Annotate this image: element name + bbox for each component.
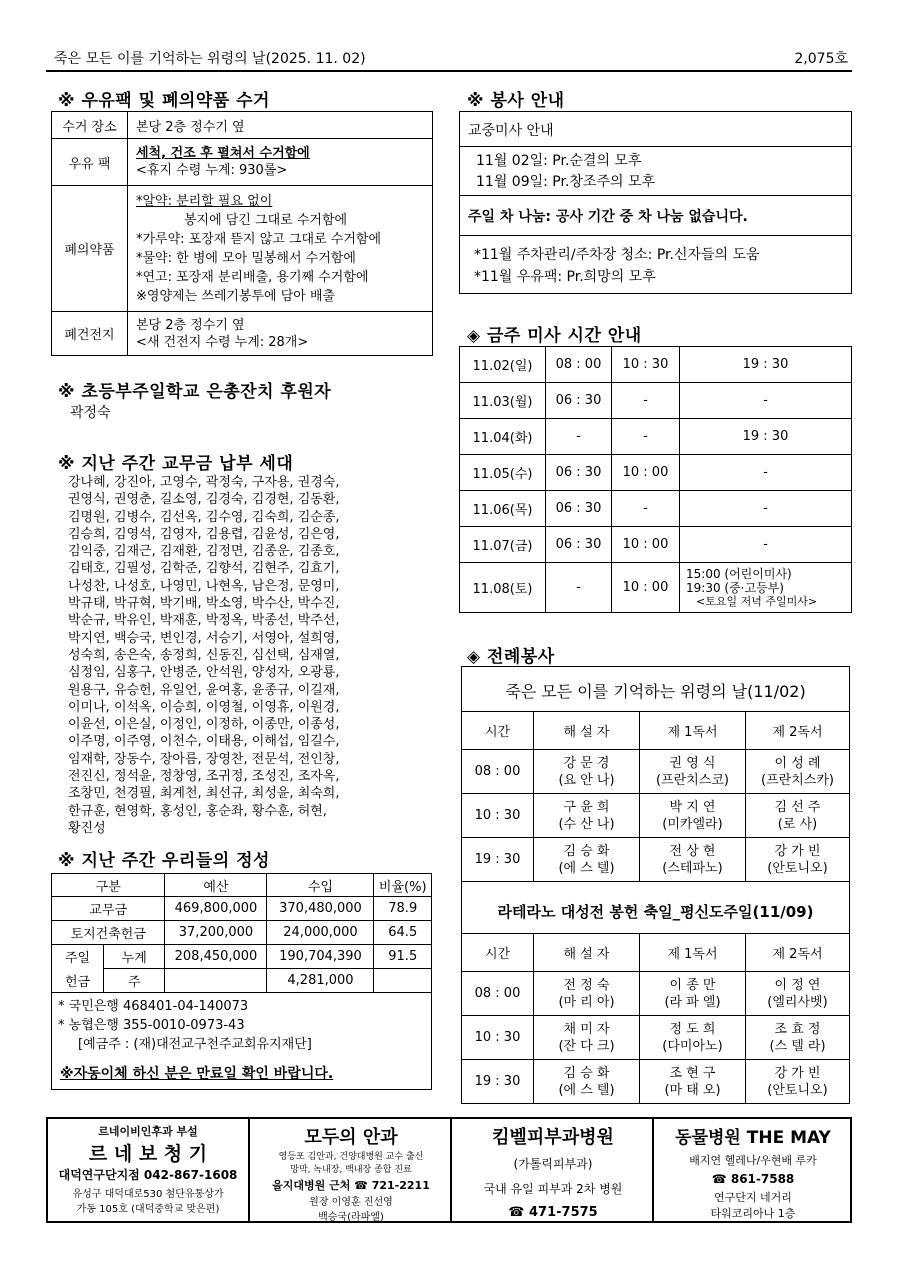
mass-cell: 10 : 00	[612, 455, 680, 491]
mass-cell: 10 : 00	[612, 527, 680, 563]
mass-cell: 11.03(월)	[460, 383, 546, 419]
finance-header: 비율(%)	[374, 874, 432, 897]
ad-text: ☎ 861-7588	[711, 1172, 795, 1186]
liturgy-time: 08 : 00	[462, 750, 534, 794]
ad-text: 대덕연구단지점 042-867-1608	[58, 1168, 238, 1182]
cash-label: 헌금	[52, 969, 104, 993]
mass-cell: -	[546, 419, 612, 455]
ad-text: 유성구 대덕대로530 첨단유통상가	[72, 1189, 224, 1200]
autopay-note: ※자동이체 하신 분은 만료일 확인 바랍니다.	[60, 1066, 334, 1082]
service-divider	[460, 146, 851, 147]
battery-count: <새 건전지 수령 누계: 28개>	[136, 334, 309, 350]
liturgy-baptismal-name: (에 스 텔)	[558, 1082, 615, 1098]
ad-hearing	[48, 1119, 250, 1221]
liturgy-time: 19 : 30	[462, 1060, 534, 1104]
service-divider	[460, 235, 851, 236]
finance-section-title: ※ 지난 주간 우리들의 정성	[58, 851, 270, 871]
ad-text: 르네이비인후과 부설	[98, 1125, 198, 1138]
service-extra: *11월 주차관리/주차장 청소: Pr.신자들의 도움	[474, 247, 760, 263]
liturgy-name: 강 가 빈	[774, 1065, 821, 1081]
ad-text: ☎ 471-7575	[508, 1205, 598, 1220]
liturgy-name: 김 선 주	[774, 799, 821, 815]
finance-cell: 37,200,000	[165, 921, 267, 945]
liturgy-baptismal-name: (수 산 나)	[558, 816, 615, 832]
finance-cell: 24,000,000	[267, 921, 374, 945]
liturgy-person	[534, 972, 640, 1016]
liturgy-baptismal-name: (프란치스코)	[656, 772, 729, 788]
liturgy-person	[746, 1016, 850, 1060]
liturgy-baptismal-name: (스테파노)	[662, 860, 723, 876]
mass-cell: -	[612, 419, 680, 455]
liturgy-baptismal-name: (스 텔 라)	[769, 1038, 826, 1054]
liturgy-name: 전 상 현	[669, 843, 716, 859]
mass-cell: 08 : 00	[546, 347, 612, 383]
service-extra: *11월 우유팩: Pr.희망의 모후	[474, 269, 656, 285]
liturgy-block2-title: 라테라노 대성전 봉헌 축일_평신도주일(11/09)	[497, 903, 814, 921]
footer-ads	[46, 1117, 852, 1223]
car-share: 주일 차 나눔: 공사 기간 중 차 나눔 없습니다.	[468, 209, 748, 225]
liturgy-header: 시간	[462, 934, 534, 972]
mass-cell: -	[612, 491, 680, 527]
donor-line: 임재학, 장동수, 장아름, 장영찬, 전문석, 전인창,	[68, 751, 340, 767]
finance-cell: 190,704,390	[267, 945, 374, 969]
liturgy-baptismal-name: (안토니오)	[767, 860, 828, 876]
mass-note-line: <토요일 저녁 주일미사>	[696, 594, 818, 608]
medicine-line: ※영양제는 쓰레기봉투에 담아 배출	[136, 288, 336, 304]
liturgy-header: 시간	[462, 712, 534, 750]
liturgy-person	[534, 1016, 640, 1060]
liturgy-name: 김 승 화	[563, 843, 610, 859]
donor-section-title: ※ 지난 주간 교무금 납부 세대	[58, 454, 294, 474]
liturgy-table-2	[461, 933, 850, 1104]
donor-line: 박지연, 백승국, 변인경, 서승기, 서영아, 설희영,	[68, 630, 340, 646]
mass-cell: -	[612, 383, 680, 419]
donor-line: 성숙희, 송은숙, 송정희, 신동진, 심선택, 심재열,	[68, 647, 340, 663]
place-label: 수거 장소	[52, 112, 128, 139]
mass-note-line: 19:30 (중·고등부)	[686, 580, 784, 595]
liturgy-person	[640, 1060, 746, 1104]
liturgy-name: 조 효 정	[774, 1021, 821, 1037]
liturgy-person	[746, 750, 850, 794]
ad-text: 킴벨피부과병원	[492, 1127, 614, 1148]
liturgy-name: 조 현 구	[669, 1065, 716, 1081]
ad-vet	[656, 1119, 850, 1221]
mass-cell: 10 : 30	[612, 347, 680, 383]
liturgy-block1-title: 죽은 모든 이를 기억하는 위령의 날(11/02)	[505, 682, 806, 701]
liturgy-name: 전 정 숙	[563, 977, 610, 993]
liturgy-baptismal-name: (다미아노)	[662, 1038, 723, 1054]
liturgy-name: 김 승 화	[563, 1065, 610, 1081]
liturgy-person	[534, 750, 640, 794]
ad-text: 타워코리아나 1층	[710, 1207, 796, 1220]
donor-line: 김익중, 김재근, 김재환, 김정면, 김종운, 김종호,	[68, 544, 340, 560]
service-box	[459, 111, 852, 294]
liturgy-person	[534, 1060, 640, 1104]
liturgy-header: 제 2독서	[746, 712, 850, 750]
donor-line: 박규태, 박규혁, 박기배, 박소영, 박수산, 박수진,	[68, 596, 340, 612]
ad-text: 을지대병원 근처 ☎ 721-2211	[272, 1179, 430, 1192]
finance-header: 구분	[52, 874, 165, 897]
liturgy-baptismal-name: (마 리 아)	[558, 994, 615, 1010]
ad-text: 망막, 녹내장, 백내장 종합 진료	[290, 1165, 412, 1175]
mass-cell: 19 : 30	[680, 419, 852, 455]
service-divider	[460, 195, 851, 196]
page-header	[46, 44, 852, 72]
finance-cell: 교무금	[52, 897, 165, 921]
ad-text: 모두의 안과	[304, 1127, 398, 1148]
ad-text: 원장 이영훈 진선영	[309, 1197, 393, 1208]
milk-table	[51, 111, 433, 356]
liturgy-header: 해 설 자	[534, 712, 640, 750]
donor-line: 원용구, 유승헌, 유일언, 윤여홍, 윤종규, 이길재,	[68, 682, 340, 698]
donor-line: 김승희, 김영석, 김영자, 김용렵, 김윤성, 김은영,	[68, 526, 340, 542]
cumulative-label: 누계	[104, 945, 165, 969]
ad-text: 르 네 보 청 기	[88, 1143, 208, 1165]
bank-line: * 국민은행 468401-04-140073	[58, 999, 249, 1014]
donor-line: 조창민, 천경필, 최계천, 최선규, 최성윤, 최숙희,	[68, 786, 340, 802]
liturgy-name: 강 가 빈	[774, 843, 821, 859]
liturgy-baptismal-name: (마 태 오)	[664, 1082, 721, 1098]
finance-cell: 78.9	[374, 897, 432, 921]
liturgy-time: 08 : 00	[462, 972, 534, 1016]
mass-cell: 10 : 00	[612, 563, 680, 613]
donor-line: 김태호, 김필성, 김학준, 김향석, 김현주, 김효기,	[68, 561, 340, 577]
liturgy-person	[534, 794, 640, 838]
ad-text: 동물병원 THE MAY	[675, 1128, 831, 1148]
finance-cell: 208,450,000	[165, 945, 267, 969]
mass-cell: 06 : 30	[546, 491, 612, 527]
finance-cell: 64.5	[374, 921, 432, 945]
issue-number: 2,075호	[794, 51, 848, 67]
donor-line: 심정임, 심홍구, 안병준, 안석원, 양성자, 오광룡,	[68, 665, 340, 681]
donor-line: 나성찬, 나성호, 나영민, 나현옥, 남은정, 문영미,	[68, 578, 340, 594]
mass-table	[459, 346, 852, 613]
liturgy-person	[640, 750, 746, 794]
liturgy-name: 이 성 례	[774, 755, 821, 771]
finance-cell: 4,281,000	[267, 969, 374, 993]
mass-cell: 11.07(금)	[460, 527, 546, 563]
medicine-line: 봉지에 담긴 그대로 수거함에	[184, 212, 348, 228]
liturgy-person	[746, 838, 850, 882]
mass-cell: -	[680, 383, 852, 419]
account-holder: [예금주 : (재)대전교구천주교회유지재단]	[78, 1037, 312, 1052]
mass-cell: -	[546, 563, 612, 613]
medicine-line: *연고: 포장재 분리배출, 용기째 수거함에	[136, 269, 369, 285]
mass-saturday-evening	[680, 563, 852, 613]
mass-cell: -	[680, 527, 852, 563]
liturgy-header: 제 2독서	[746, 934, 850, 972]
mass-note-line: 15:00 (어린이미사)	[686, 566, 792, 581]
liturgy-person	[534, 838, 640, 882]
milk-label: 우유 팩	[52, 139, 128, 186]
ad-text: 가동 105호 (대덕중학교 맞은편)	[76, 1204, 220, 1215]
liturgy-baptismal-name: (미카엘라)	[662, 816, 723, 832]
liturgy-name: 구 윤 희	[563, 799, 610, 815]
mass-cell: 11.06(목)	[460, 491, 546, 527]
liturgy-name: 권 영 식	[669, 755, 716, 771]
finance-cell: 91.5	[374, 945, 432, 969]
liturgy-name: 강 문 경	[563, 755, 610, 771]
finance-cell: 469,800,000	[165, 897, 267, 921]
finance-table	[51, 873, 432, 993]
liturgy-time: 10 : 30	[462, 794, 534, 838]
ad-text: 국내 유일 피부과 2차 병원	[483, 1182, 623, 1196]
liturgy-name: 채 미 자	[563, 1021, 610, 1037]
liturgy-person	[746, 972, 850, 1016]
finance-cell: 370,480,000	[267, 897, 374, 921]
liturgy-person	[640, 1016, 746, 1060]
liturgy-person	[640, 794, 746, 838]
milk-instruction: 세척, 건조 후 펼쳐서 수거함에	[136, 146, 310, 161]
liturgy-time: 19 : 30	[462, 838, 534, 882]
mass-cell: 06 : 30	[546, 455, 612, 491]
mass-cell: 06 : 30	[546, 527, 612, 563]
milk-section-title: ※ 우유팩 및 폐의약품 수거	[58, 91, 270, 111]
donor-line: 권영식, 권영춘, 길소영, 김경숙, 김경현, 김동환,	[68, 492, 340, 508]
liturgy-time: 10 : 30	[462, 1016, 534, 1060]
donor-line: 한규훈, 현영학, 홍성인, 홍순좌, 황수훈, 허현,	[68, 803, 327, 819]
service-line: 11월 02일: Pr.순결의 모후	[476, 153, 642, 169]
liturgy-section-title: ◈ 전례봉사	[467, 647, 555, 667]
medicine-line: *물약: 한 병에 모아 밀봉해서 수거함에	[136, 250, 356, 266]
ad-eye	[252, 1119, 452, 1221]
liturgy-name: 이 정 연	[774, 977, 821, 993]
finance-cell: 토지건축헌금	[52, 921, 165, 945]
service-heading: 교중미사 안내	[468, 123, 554, 139]
donor-line: 이미나, 이석옥, 이승희, 이영철, 이영휴, 이원경,	[68, 699, 340, 715]
liturgy-name: 박 지 연	[669, 799, 716, 815]
service-line: 11월 09일: Pr.창조주의 모후	[476, 174, 656, 190]
liturgy-table-1	[461, 711, 850, 882]
sunday-label: 주일	[52, 945, 104, 969]
ad-text: 백승국(라파엘)	[318, 1212, 384, 1223]
donor-line: 황진성	[68, 820, 106, 836]
liturgy-person	[746, 794, 850, 838]
liturgy-baptismal-name: (잔 다 크)	[558, 1038, 615, 1054]
liturgy-baptismal-name: (엘리사벳)	[767, 994, 828, 1010]
mass-cell: 11.02(일)	[460, 347, 546, 383]
bank-line: * 농협은행 355-0010-0973-43	[58, 1018, 245, 1033]
bank-info	[58, 997, 312, 1054]
liturgy-baptismal-name: (프란치스카)	[761, 772, 834, 788]
header-title: 죽은 모든 이를 기억하는 위령의 날(2025. 11. 02)	[54, 51, 366, 67]
donor-line: 김명원, 김병수, 김선옥, 김수영, 김숙희, 김순종,	[68, 509, 340, 525]
liturgy-header: 제 1독서	[640, 712, 746, 750]
mass-cell: -	[680, 491, 852, 527]
donor-line: 강나혜, 강진아, 고영수, 곽정숙, 구자용, 권경숙,	[68, 475, 340, 490]
liturgy-person	[746, 1060, 850, 1104]
donor-line: 이주명, 이주영, 이천수, 이태용, 이해섭, 임길수,	[68, 734, 340, 750]
place-value: 본당 2층 정수기 옆	[128, 112, 433, 139]
ad-text: 배지연 헬레나/우현배 루카	[689, 1154, 817, 1167]
mass-cell: 11.04(화)	[460, 419, 546, 455]
mass-cell: 11.08(토)	[460, 563, 546, 613]
ad-text: (가톨릭피부과)	[513, 1157, 593, 1171]
ad-skin	[454, 1119, 654, 1221]
milk-count: <휴지 수령 누계: 930롤>	[136, 163, 288, 178]
liturgy-header: 해 설 자	[534, 934, 640, 972]
service-section-title: ※ 봉사 안내	[467, 91, 565, 111]
school-donor: 곽정숙	[70, 405, 111, 421]
mass-cell: 06 : 30	[546, 383, 612, 419]
donor-line: 전진신, 정석윤, 정창영, 조귀정, 조성진, 조자옥,	[68, 769, 340, 785]
mass-section-title: ◈ 금주 미사 시간 안내	[467, 326, 642, 346]
donor-line: 박순규, 박유인, 박재훈, 박정옥, 박종선, 박주선,	[68, 613, 340, 629]
liturgy-person	[640, 838, 746, 882]
liturgy-baptismal-name: (에 스 텔)	[558, 860, 615, 876]
battery-place: 본당 2층 정수기 옆	[136, 317, 245, 333]
donor-list	[68, 474, 438, 837]
liturgy-baptismal-name: (안토니오)	[767, 1082, 828, 1098]
school-section-title: ※ 초등부주일학교 은총잔치 후원자	[58, 382, 332, 402]
week-label: 주	[104, 969, 165, 993]
ad-text: 영등포 김안과, 건양대병원 교수 출신	[278, 1152, 424, 1162]
battery-label: 폐건전지	[52, 312, 128, 356]
liturgy-person	[640, 972, 746, 1016]
finance-header: 수입	[267, 874, 374, 897]
liturgy-name: 이 종 만	[669, 977, 716, 993]
medicine-line: *가루약: 포장재 뜯지 않고 그대로 수거함에	[136, 231, 382, 247]
mass-cell: 19 : 30	[680, 347, 852, 383]
liturgy-header: 제 1독서	[640, 934, 746, 972]
ad-text: 연구단지 네거리	[714, 1191, 792, 1204]
mass-cell: -	[680, 455, 852, 491]
liturgy-name: 정 도 희	[669, 1021, 716, 1037]
donor-line: 이윤선, 이은실, 이정인, 이정하, 이종만, 이종성,	[68, 717, 340, 733]
liturgy-baptismal-name: (로 사)	[777, 816, 818, 832]
mass-cell: 11.05(수)	[460, 455, 546, 491]
medicine-label: 폐의약품	[52, 186, 128, 312]
finance-header: 예산	[165, 874, 267, 897]
liturgy-baptismal-name: (요 안 나)	[558, 772, 615, 788]
liturgy-baptismal-name: (라 파 엘)	[664, 994, 721, 1010]
medicine-line: *알약: 분리할 필요 없이	[136, 193, 273, 209]
